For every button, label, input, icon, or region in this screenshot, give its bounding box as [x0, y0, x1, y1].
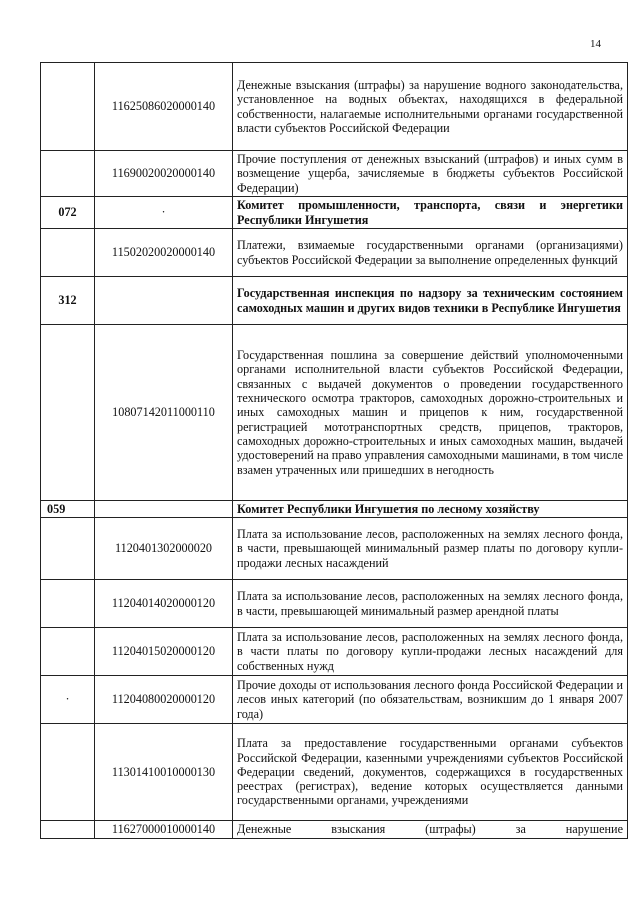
page-number: 14 — [590, 38, 601, 50]
revenue-code-cell: 11502020020000140 — [95, 229, 233, 277]
admin-code-cell — [41, 229, 95, 277]
description-cell: Плата за использование лесов, расположенных на землях лесного фонда, в части платы по договору купли-продажи лесных насаждений для собственных нужд — [233, 628, 628, 676]
table-row — [41, 151, 628, 197]
admin-code-cell — [41, 63, 95, 151]
revenue-code-cell: 11690020020000140 — [95, 151, 233, 197]
table-row — [41, 518, 628, 580]
admin-code-cell — [41, 724, 95, 821]
description-cell: Государственная пошлина за совершение действий уполномоченными органами исполнительной власти субъектов Российской Федерации, связанных с выдачей документов о проведении государственного технического осмотра тракторов, самоходных дорожно-строительных и иных самоходных машин и прицепов к ним, государственной регистрацией мототранспортных средств, прицепов, тракторов, самоходных дорожно-строительных и иных самоходных машин, выдачей удостоверений на право управления самоходными машинами, в том числе взамен утраченных или пришедших в негодность — [233, 325, 628, 501]
admin-code-cell — [41, 628, 95, 676]
admin-code-cell: 059 — [41, 501, 95, 518]
revenue-code-cell: 11204014020000120 — [95, 580, 233, 628]
table-row — [41, 724, 628, 821]
description-cell: Комитет Республики Ингушетия по лесному хозяйству — [233, 501, 628, 518]
admin-code-cell: 312 — [41, 277, 95, 325]
admin-code-cell — [41, 325, 95, 501]
table-row-organization — [41, 197, 628, 229]
revenue-code-cell: 1120401302000020 — [95, 518, 233, 580]
scan-speck: · — [65, 692, 70, 707]
revenue-code-cell: 11204080020000120 — [95, 676, 233, 724]
description-cell: Плата за предоставление государственными органами субъектов Российской Федерации, казенными учреждениями субъектов Российской Федерации сведений, документов, содержащихся в государственных реестрах (регистрах), ведение которых осуществляется данными государственными органами, учреждениями — [233, 724, 628, 821]
budget-classification-table — [40, 62, 628, 839]
revenue-code-cell: 11625086020000140 — [95, 63, 233, 151]
table-row — [41, 628, 628, 676]
revenue-code-cell — [95, 277, 233, 325]
table-row — [41, 63, 628, 151]
revenue-code-cell: 11301410010000130 — [95, 724, 233, 821]
table-row — [41, 580, 628, 628]
description-cell: Прочие доходы от использования лесного фонда Российской Федерации и лесов иных категорий (по обязательствам, возникшим до 1 января 2007 года) — [233, 676, 628, 724]
table-row — [41, 676, 628, 724]
revenue-code-cell: 11204015020000120 — [95, 628, 233, 676]
table-row — [41, 325, 628, 501]
description-cell: Государственная инспекция по надзору за техническим состоянием самоходных машин и других видов техники в Республике Ингушетия — [233, 277, 628, 325]
description-cell: Комитет промышленности, транспорта, связи и энергетики Республики Ингушетия — [233, 197, 628, 229]
description-cell: Платежи, взимаемые государственными органами (организациями) субъектов Российской Федерации за выполнение определенных функций — [233, 229, 628, 277]
admin-code-cell — [41, 518, 95, 580]
table-row — [41, 821, 628, 839]
admin-code-cell — [41, 580, 95, 628]
revenue-code-cell — [95, 501, 233, 518]
scan-speck: · — [161, 205, 166, 220]
description-cell: Плата за использование лесов, расположенных на землях лесного фонда, в части, превышающей минимальный размер арендной платы — [233, 580, 628, 628]
description-cell: Денежные взыскания (штрафы) за нарушение водного законодательства, установленное на водных объектах, находящихся в федеральной собственности, налагаемые исполнительными органами государственной власти субъектов Российской Федерации — [233, 63, 628, 151]
description-cell: Денежные взыскания (штрафы) за нарушение — [233, 821, 628, 839]
table-row-organization — [41, 277, 628, 325]
description-cell: Прочие поступления от денежных взысканий (штрафов) и иных сумм в возмещение ущерба, зачисляемые в бюджеты субъектов Российской Федерации) — [233, 151, 628, 197]
admin-code-cell — [41, 151, 95, 197]
admin-code-cell — [41, 821, 95, 839]
admin-code-cell — [41, 676, 95, 724]
table-row-organization — [41, 501, 628, 518]
description-cell: Плата за использование лесов, расположенных на землях лесного фонда, в части, превышающей минимальный размер платы по договору купли-продажи лесных насаждений — [233, 518, 628, 580]
revenue-code-cell: 11627000010000140 — [95, 821, 233, 839]
table-row — [41, 229, 628, 277]
revenue-code-cell: 10807142011000110 — [95, 325, 233, 501]
admin-code-cell: 072 — [41, 197, 95, 229]
revenue-code-cell — [95, 197, 233, 229]
